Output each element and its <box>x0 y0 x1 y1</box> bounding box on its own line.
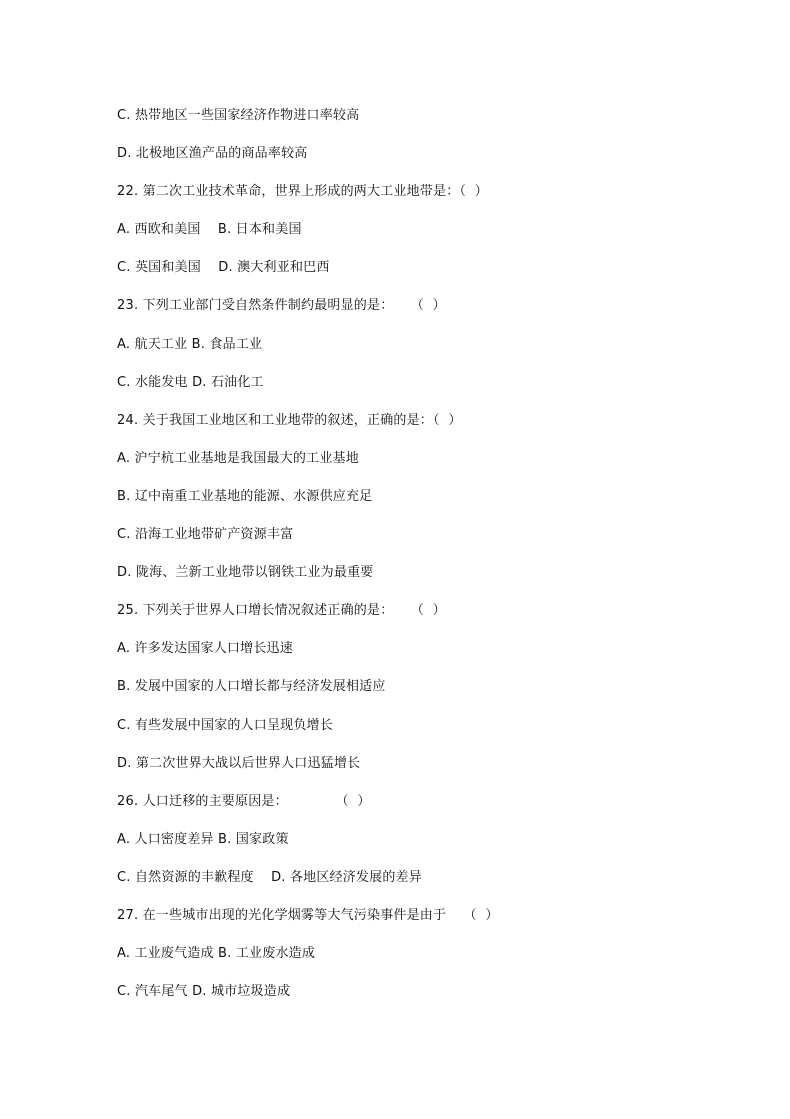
options-ab-q23: A. 航天工业 B. 食品工业 <box>117 337 263 352</box>
options-ab-q27: A. 工业废气造成 B. 工业废水造成 <box>117 946 316 961</box>
option-d-q24: D. 陇海、兰新工业地带以钢铁工业为最重要 <box>117 565 374 580</box>
question-27: 27. 在一些城市出现的光化学烟雾等大气污染事件是由于 （ ） <box>117 908 499 923</box>
question-26: 26. 人口迁移的主要原因是： （ ） <box>117 794 371 809</box>
question-22: 22. 第二次工业技术革命，世界上形成的两大工业地带是：（ ） <box>117 184 488 199</box>
option-b-q25: B. 发展中国家的人口增长都与经济发展相适应 <box>117 679 386 694</box>
option-c-q24: C. 沿海工业地带矿产资源丰富 <box>117 527 294 542</box>
options-cd-q27: C. 汽车尾气 D. 城市垃圾造成 <box>117 984 291 999</box>
options-cd-q23: C. 水能发电 D. 石油化工 <box>117 375 264 390</box>
option-b-q24: B. 辽中南重工业基地的能源、水源供应充足 <box>117 489 373 504</box>
options-ab-q26: A. 人口密度差异 B. 国家政策 <box>117 832 289 847</box>
option-d-q21: D. 北极地区渔产品的商品率较高 <box>117 146 308 161</box>
question-23: 23. 下列工业部门受自然条件制约最明显的是： （ ） <box>117 298 446 313</box>
question-25: 25. 下列关于世界人口增长情况叙述正确的是： （ ） <box>117 603 446 618</box>
option-a-q25: A. 许多发达国家人口增长迅速 <box>117 641 293 656</box>
option-c-q25: C. 有些发展中国家的人口呈现负增长 <box>117 718 333 733</box>
options-ab-q22: A. 西欧和美国 B. 日本和美国 <box>117 222 302 237</box>
option-c-q21: C. 热带地区一些国家经济作物进口率较高 <box>117 108 360 123</box>
question-24: 24. 关于我国工业地区和工业地带的叙述，正确的是：（ ） <box>117 413 462 428</box>
option-a-q24: A. 沪宁杭工业基地是我国最大的工业基地 <box>117 451 359 466</box>
option-d-q25: D. 第二次世界大战以后世界人口迅猛增长 <box>117 756 361 771</box>
options-cd-q26: C. 自然资源的丰歉程度 D. 各地区经济发展的差异 <box>117 870 422 885</box>
options-cd-q22: C. 英国和美国 D. 澳大利亚和巴西 <box>117 260 330 275</box>
